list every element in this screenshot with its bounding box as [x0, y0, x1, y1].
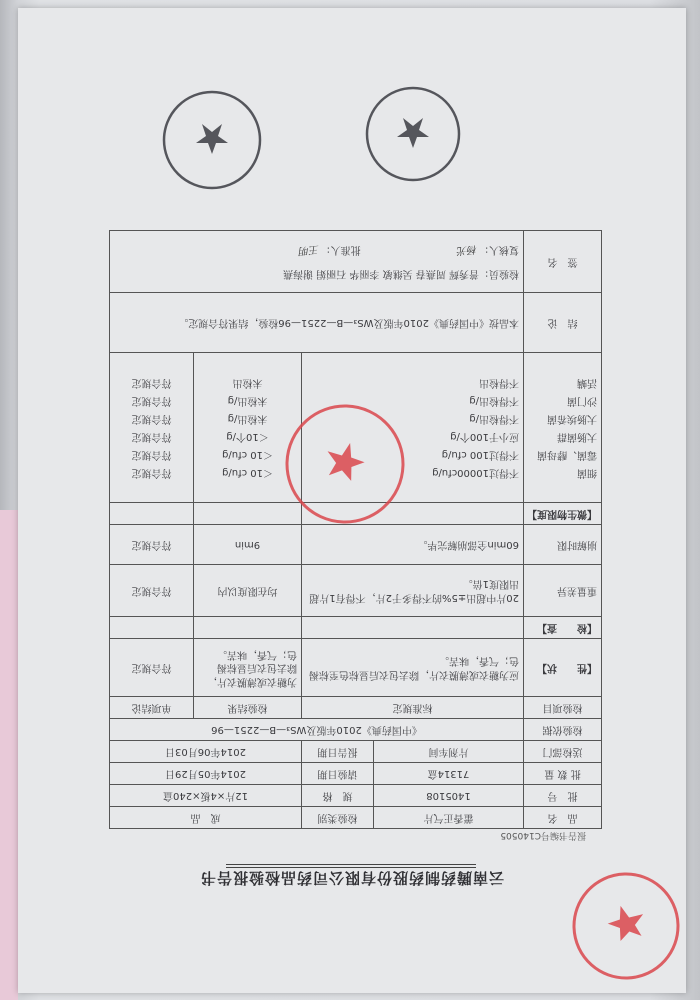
row-disintegration: 崩解时限 60min全部崩解完毕。 9min 符合规定	[110, 525, 602, 565]
list-item: 活螨	[577, 377, 597, 389]
list-item: 应小于100个/g	[450, 431, 519, 443]
qc-department-stamp	[160, 88, 264, 192]
list-item: 大肠埃希菌	[547, 413, 597, 425]
list-item: 未检出/g	[227, 413, 268, 425]
row-appearance: 【性 状】 应为糖衣或薄膜衣片，除去包衣后显棕色至棕褐色；气香，味苦。 为糖衣或薄膜衣片，除去包衣后显棕褐色；气香，味苦。 符合规定	[110, 639, 602, 697]
report-number: 报告书编号C140505	[500, 830, 586, 840]
list-item: 细菌	[577, 467, 597, 479]
title-underline	[226, 867, 476, 868]
list-item: 不得检出/g	[469, 413, 519, 425]
row-batch: 批 号 1405108 规 格 12片×4板×240盒	[110, 785, 602, 807]
row-department: 送检部门 片剂车间 报告日期 2014年06月03日	[110, 741, 602, 763]
qc-center-stamp	[363, 84, 463, 184]
list-item: 不得过100 cfu/g	[441, 449, 519, 461]
list-item: 大肠菌群	[557, 431, 597, 443]
list-item: 符合规定	[131, 377, 172, 389]
list-item: 不得检出/g	[469, 395, 519, 407]
approval-line: 复核人：杨光 批准人：王明	[298, 243, 519, 257]
row-basis: 检验依据 《中国药典》2010年版及WS₃—B—2251—96	[110, 719, 602, 741]
row-column-headers: 检验项目 标准规定 检验结果 单项结论	[110, 697, 602, 719]
reviewer-signature: 杨光	[456, 243, 478, 257]
inspection-table	[109, 230, 602, 829]
list-item: 不得检出	[479, 377, 519, 389]
list-item: 未检出	[232, 377, 263, 389]
checker-line: 检验员：普秀辉 周燕春 吴继敏 李丽华 石丽娟 谢海燕	[283, 268, 519, 279]
list-item: 符合规定	[131, 467, 172, 479]
pink-paper-edge	[0, 510, 18, 1000]
row-product: 品 名 藿香正气片 检验类别 成 品	[110, 807, 602, 829]
list-item: 符合规定	[131, 449, 172, 461]
row-conclusion: 结 论 本品按《中国药典》2010年版及WS₃—B—2251—96检验，结果符合规定。	[110, 293, 602, 353]
approver-signature: 王明	[298, 243, 320, 257]
title-underline-2	[226, 864, 476, 865]
row-signatures: 签 名 检验员：普秀辉 周燕春 吴继敏 李丽华 石丽娟 谢海燕 复核人：杨光 批准人：王明	[110, 231, 602, 293]
list-item: ＜10个/g	[226, 431, 269, 443]
list-item: 沙门菌	[567, 395, 597, 407]
list-item: ＜10 cfu/g	[222, 449, 273, 461]
list-item: 霉菌、酵母菌	[537, 449, 597, 461]
row-weight-variation: 重量差异 20片中超出±5%的不得多于2片，不得有1片超出限度1倍。 均在限度以内 符合规定	[110, 565, 602, 617]
qc-center-stamp-ring	[363, 84, 463, 184]
row-quantity: 批 数 量 71314盒 请验日期 2014年05月29日	[110, 763, 602, 785]
report-sheet	[18, 8, 686, 993]
report-title: 云南腾药制药股份有限公司药品检验报告书	[200, 869, 505, 887]
list-item: 符合规定	[131, 431, 172, 443]
list-item: 符合规定	[131, 395, 172, 407]
row-inspection-title: 【检 查】	[110, 617, 602, 639]
list-item: 符合规定	[131, 413, 172, 425]
list-item: ＜10 cfu/g	[222, 467, 273, 479]
qc-department-stamp-ring	[160, 88, 264, 192]
list-item: 未检出/g	[227, 395, 268, 407]
list-item: 不得过10000cfu/g	[432, 467, 519, 479]
row-microbial-title: 【微生物限度】	[110, 503, 602, 525]
